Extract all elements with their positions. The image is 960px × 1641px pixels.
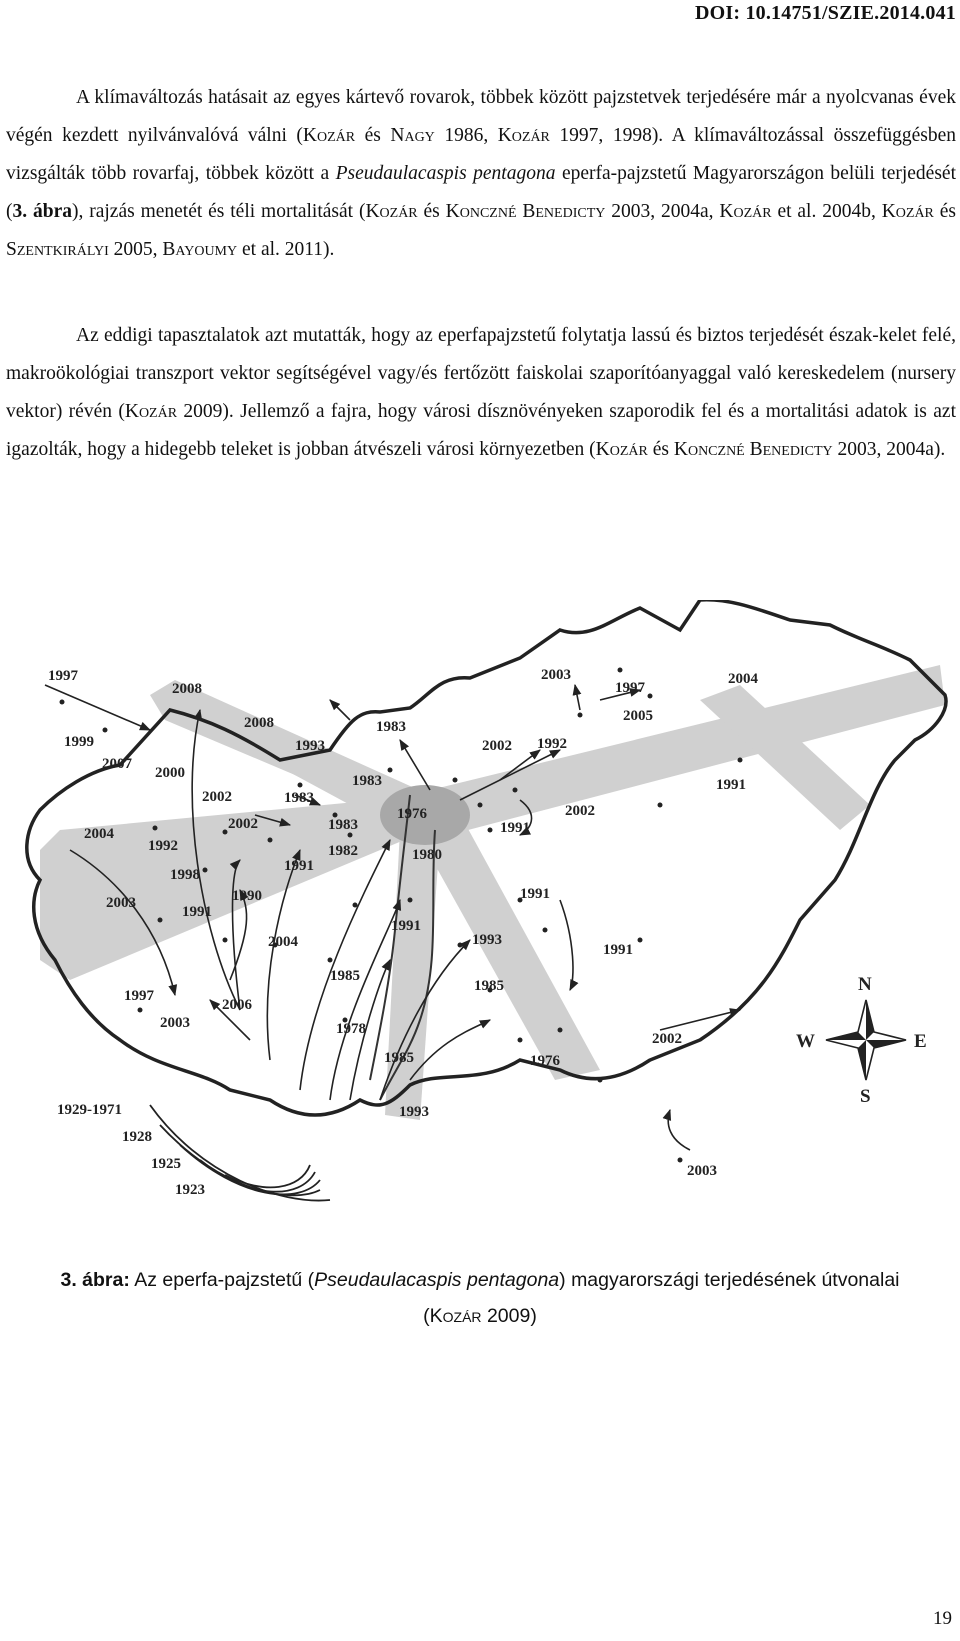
page-number: 19 <box>933 1608 952 1629</box>
map-label: 1993 <box>472 932 502 948</box>
map-label: 1991 <box>520 886 550 902</box>
map-label: 2002 <box>228 816 258 832</box>
map-label: 1929-1971 <box>57 1102 122 1118</box>
map-label: 2003 <box>687 1163 717 1179</box>
map-label: 2004 <box>268 934 298 950</box>
map-label: 2004 <box>728 671 758 687</box>
paragraph-2: Az eddigi tapasztalatok azt mutatták, hogy az eperfapajzstetű folytatja lassú és biztos terjedését észak-kelet felé, makroökológiai transzport vektor segítségével vagy/és fertőzött faiskolai szaporítóanyaggal való kereskedelem (nursery vektor) révén (Kozár 2009). Jellemző a fajra, hogy városi dísznövényeken szaporodik fel és a mortalitási adatok is azt igazolták, hogy a hidegebb teleket is jobban átvészeli városi környezetben (Kozár és Konczné Benedicty 2003, 2004a). <box>6 325 956 460</box>
map-label: 1976 <box>397 806 427 822</box>
map-label: 1992 <box>537 736 567 752</box>
map-label: 2007 <box>102 756 132 772</box>
map-label: 1983 <box>352 773 382 789</box>
map-label: 1983 <box>328 817 358 833</box>
map-label: 1983 <box>284 790 314 806</box>
map-label: 1993 <box>399 1104 429 1120</box>
map-label: 1999 <box>64 734 94 750</box>
map-label: 1991 <box>284 858 314 874</box>
map-label: 1997 <box>615 680 645 696</box>
map-label: 1990 <box>232 888 262 904</box>
spread-map-figure <box>0 600 960 1260</box>
compass-w: W <box>796 1031 815 1052</box>
map-label: 2003 <box>106 895 136 911</box>
map-label: 1991 <box>391 918 421 934</box>
map-label: 1993 <box>295 738 325 754</box>
map-label: 1985 <box>330 968 360 984</box>
map-label: 1928 <box>122 1129 152 1145</box>
map-label: 2003 <box>541 667 571 683</box>
map-label: 1982 <box>328 843 358 859</box>
map-label: 2002 <box>565 803 595 819</box>
map-label: 1923 <box>175 1182 205 1198</box>
map-label: 2006 <box>222 997 252 1013</box>
compass-e: E <box>914 1031 927 1052</box>
map-label: 1976 <box>530 1053 560 1069</box>
map-label: 1983 <box>376 719 406 735</box>
map-label: 2003 <box>160 1015 190 1031</box>
map-label: 2000 <box>155 765 185 781</box>
map-label: 1991 <box>716 777 746 793</box>
map-label: 2008 <box>172 681 202 697</box>
compass-s: S <box>860 1086 871 1107</box>
map-label: 1985 <box>384 1050 414 1066</box>
map-label: 1978 <box>336 1021 366 1037</box>
map-label: 2004 <box>84 826 114 842</box>
caption-line-1: 3. ábra: Az eperfa-pajzstetű (Pseudaulacaspis pentagona) magyarországi terjedésének útvonalai <box>60 1269 900 1291</box>
map-label: 1991 <box>500 820 530 836</box>
map-label: 1997 <box>124 988 154 1004</box>
caption-line-2: (Kozár 2009) <box>423 1305 537 1327</box>
map-label: 1980 <box>412 847 442 863</box>
map-label: 2002 <box>482 738 512 754</box>
map-label: 2008 <box>244 715 274 731</box>
map-label: 1991 <box>603 942 633 958</box>
paragraph-1: A klímaváltozás hatásait az egyes kártevő rovarok, többek között pajzstetvek terjedésére már a nyolcvanas évek végén kezdett nyilvánvalóvá válni (Kozár és Nagy 1986, Kozár 1997, 1998). A klímaváltozással összefüggésben vizsgálták több rovarfaj, többek között a Pseudaulacaspis pentagona eperfa-pajzstetű Magyarországon belüli terjedését (3. ábra), rajzás menetét és téli mortalitását (Kozár és Konczné Benedicty 2003, 2004a, Kozár et al. 2004b, Kozár és Szentkirályi 2005, Bayoumy et al. 2011). <box>6 87 957 260</box>
map-label: 1991 <box>182 904 212 920</box>
map-label: 2002 <box>652 1031 682 1047</box>
map-label: 1997 <box>48 668 78 684</box>
map-label: 1992 <box>148 838 178 854</box>
figure-caption <box>0 1262 960 1334</box>
map-label: 1925 <box>151 1156 181 1172</box>
map-label: 2005 <box>623 708 653 724</box>
compass-n: N <box>858 974 872 995</box>
compass-rose <box>796 974 927 1107</box>
map-label: 1998 <box>170 867 200 883</box>
doi-header: DOI: 10.14751/SZIE.2014.041 <box>695 2 956 24</box>
map-label: 2002 <box>202 789 232 805</box>
map-label: 1985 <box>474 978 504 994</box>
